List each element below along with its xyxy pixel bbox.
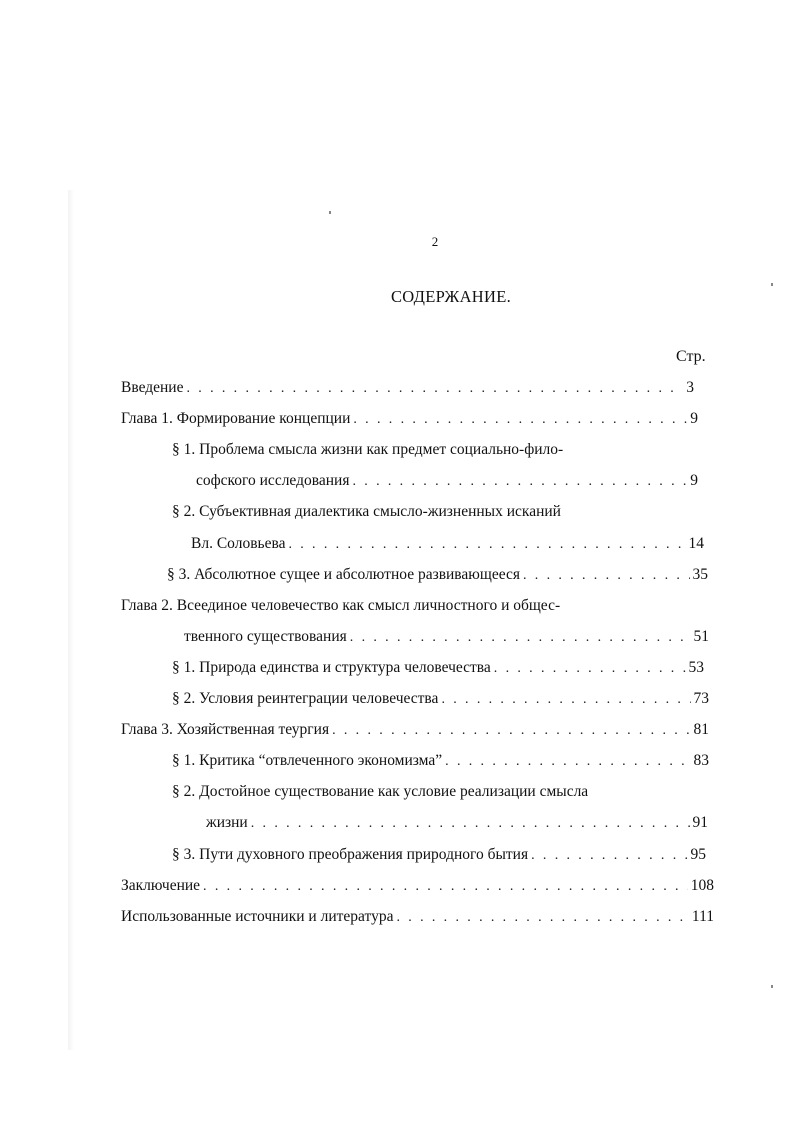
- toc-entry-chapter-3: Глава 3. Хозяйственная теургия . . . 81: [121, 720, 709, 741]
- toc-entry-3-2: § 2. Достойное существование как условие реализации смысла: [172, 783, 589, 800]
- scan-speck: [771, 283, 773, 286]
- toc-entry-3-3: § 3. Пути духовного преображения природного бытия . . . 95: [172, 845, 706, 866]
- toc-entry-3-1: § 1. Критика “отвлеченного экономизма” . . . 83: [172, 751, 709, 772]
- page-column-label: Стр.: [676, 348, 706, 365]
- toc-entry-1-1-cont: софского исследования . . . 9: [196, 471, 698, 492]
- toc-entry-1-2: § 2. Субъективная диалектика смысло-жизненных исканий: [172, 503, 561, 520]
- page-number: 2: [431, 234, 439, 249]
- toc-entry-1-1: § 1. Проблема смысла жизни как предмет социально-фило-: [172, 441, 564, 458]
- toc-entry-chapter-1: Глава 1. Формирование концепции . . . 9: [121, 409, 698, 430]
- toc-entry-2-2: § 2. Условия реинтеграции человечества . . . 73: [172, 689, 709, 710]
- toc-entry-1-3: § 3. Абсолютное сущее и абсолютное развивающееся . . . 35: [167, 565, 708, 586]
- toc-entry-introduction: Введение . . . 3: [121, 378, 694, 399]
- toc-entry-bibliography: Использованные источники и литература . . . 111: [121, 907, 714, 928]
- toc-entry-conclusion: Заключение . . . 108: [121, 876, 714, 897]
- toc-entry-chapter-2: Глава 2. Всеединое человечество как смысл личностного и общес-: [121, 597, 561, 614]
- toc-entry-chapter-2-cont: твенного существования . . . 51: [184, 627, 709, 648]
- page-title: СОДЕРЖАНИЕ.: [390, 287, 512, 306]
- scan-speck: [771, 985, 773, 988]
- toc-entry-1-2-cont: Вл. Соловьева . . . 14: [191, 534, 704, 555]
- toc-entry-3-2-cont: жизни . . . 91: [206, 813, 708, 834]
- scan-shadow: [68, 190, 74, 1050]
- toc-entry-2-1: § 1. Природа единства и структура человечества . . . 53: [172, 658, 704, 679]
- scan-speck: [329, 211, 331, 214]
